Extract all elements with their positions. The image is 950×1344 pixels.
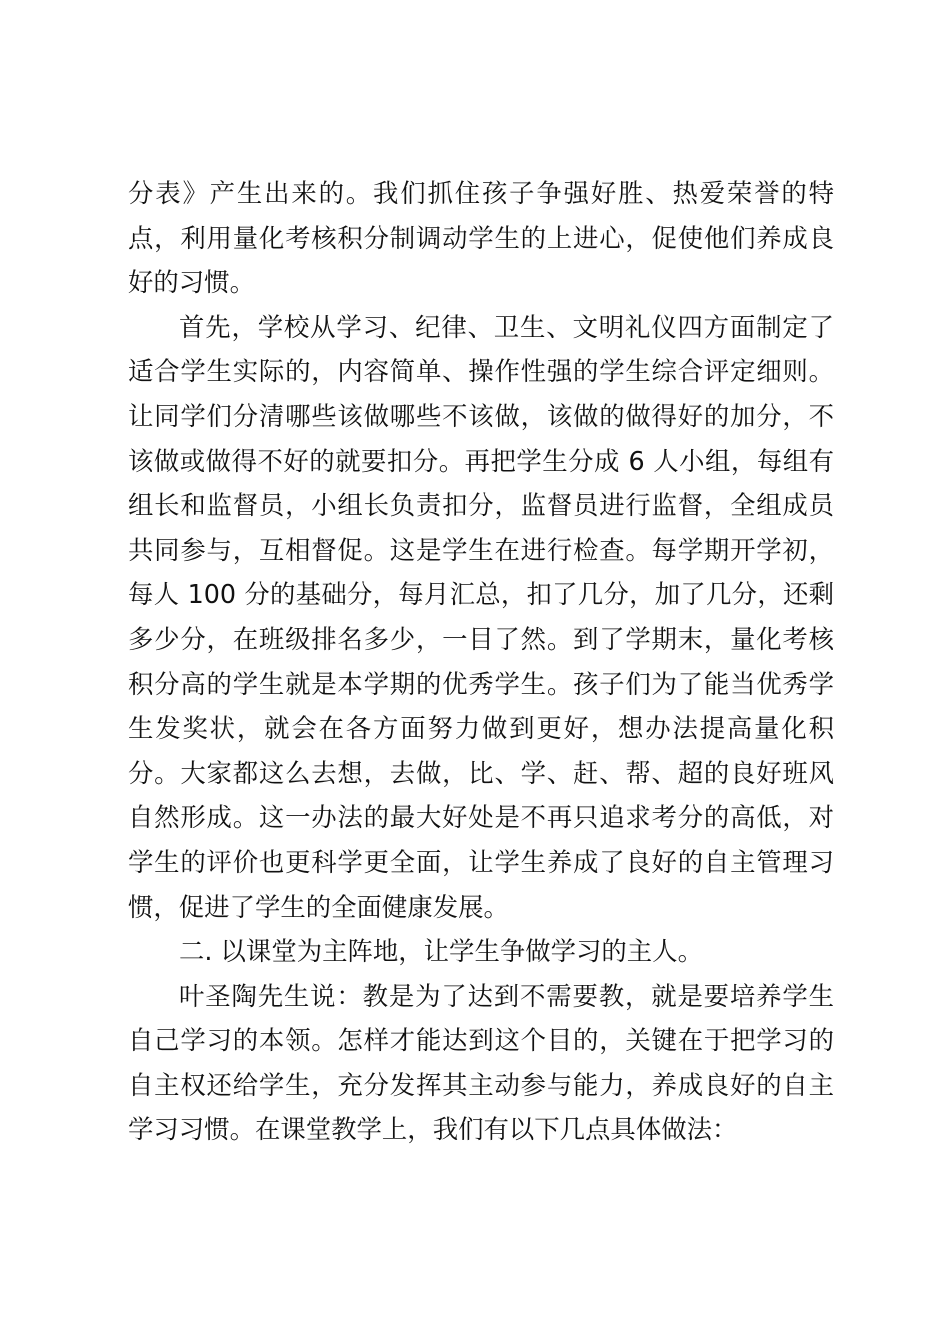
paragraph-continuation: 分表》产生出来的。我们抓住孩子争强好胜、热爱荣誉的特点，利用量化考核积分制调动学生的上进心，促使他们养成良好的习惯。	[128, 178, 834, 298]
section-heading-classroom: 二. 以课堂为主阵地，让学生争做学习的主人。	[179, 936, 703, 967]
paragraph-evaluation-rules: 首先，学校从学习、纪律、卫生、文明礼仪四方面制定了适合学生实际的，内容简单、操作性强的学生综合评定细则。让同学们分清哪些该做哪些不该做，该做的做得好的加分，不该做或做得不好的就要扣分。再把学生分成 6 人小组，每组有组长和监督员，小组长负责扣分，监督员进行监督，全组成员共同参与，互相督促。这是学生在进行检查。每学期开学初，每人 100 分的基础分，每月汇总，扣了几分，加了几分，还剩多少分，在班级排名多少，一目了然。到了学期末，量化考核积分高的学生就是本学期的优秀学生。孩子们为了能当优秀学生发奖状，就会在各方面努力做到更好，想办法提高量化积分。大家都这么去想，去做，比、学、赶、帮、超的良好班风自然形成。这一办法的最大好处是不再只追求考分的高低，对学生的评价也更科学更全面，让学生养成了良好的自主管理习惯，促进了学生的全面健康发展。	[128, 311, 834, 922]
paragraph-ye-shengtao: 叶圣陶先生说：教是为了达到不需要教，就是要培养学生自己学习的本领。怎样才能达到这个目的，关键在于把学习的自主权还给学生，充分发挥其主动参与能力，养成良好的自主学习习惯。在课堂教学上，我们有以下几点具体做法：	[128, 980, 834, 1145]
document-body	[128, 171, 834, 1152]
